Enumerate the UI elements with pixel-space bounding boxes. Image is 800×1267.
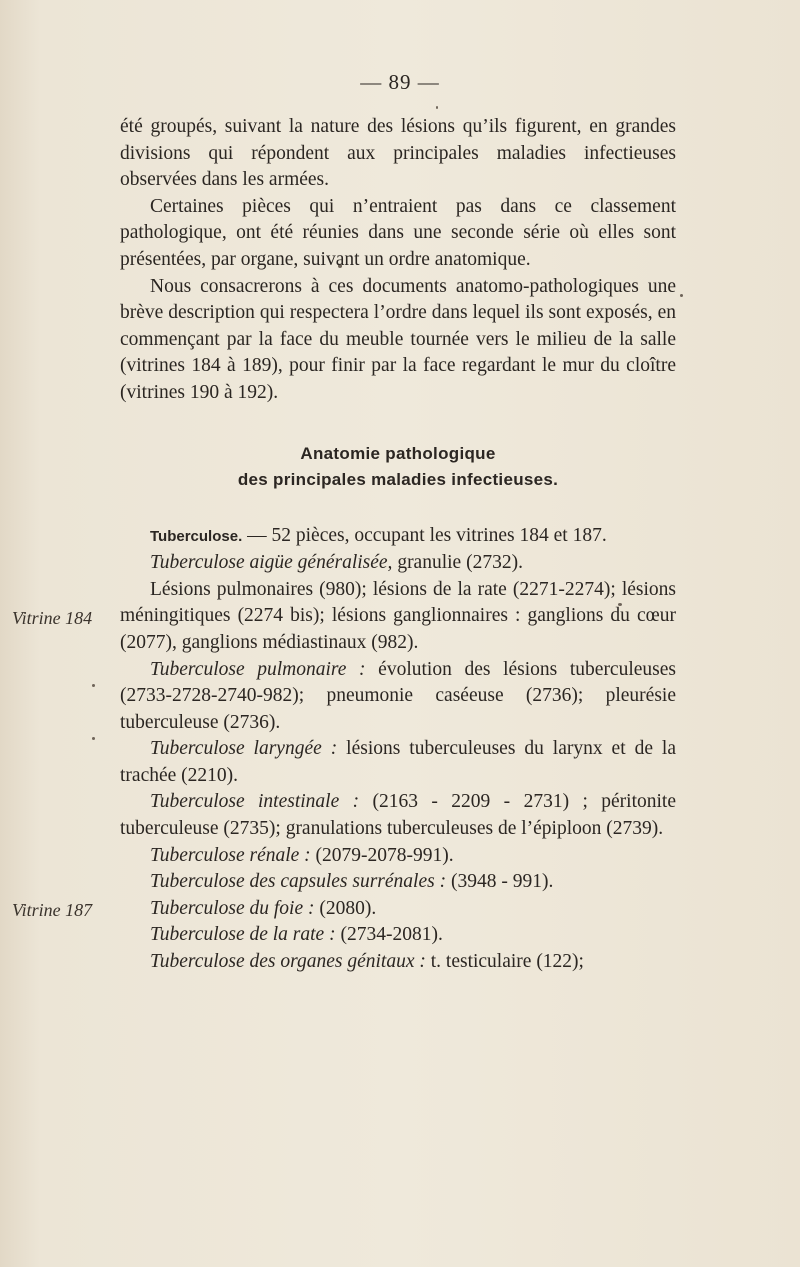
entry-tuberculose [120, 523, 676, 551]
entry-text: (2080). [314, 897, 377, 919]
paper-speck [680, 294, 683, 297]
paragraph: Nous consacrerons à ces documents anatomo-pathologiques une brève description qui respectera l’ordre dans lequel ils sont exposés, en commençant par la face du meuble tournée vers le milieu de la salle (vitrines 184 à 189), pour finir par la face regardant le mur du cloître (vitrines 190 à 192). [120, 275, 676, 403]
entry-surrenales [120, 869, 676, 896]
page-number: — 89 — [360, 70, 440, 94]
margin-note-vitrine-187: Vitrine 187 [12, 900, 93, 920]
entry-aigue [120, 550, 676, 577]
entry-intestinale [120, 789, 676, 842]
entry-text: évolution des lésions tuberculeuses (2733-2728-2740-982); pneumonie caséeuse (2736); pleurésie tuberculeuse (2736). [120, 658, 676, 733]
entry-lead: Tuberculose. [150, 527, 243, 545]
entry-rate [120, 922, 676, 949]
entry-text: — 52 pièces, occupant les vitrines 184 et 187. [242, 524, 607, 546]
entry-renale [120, 843, 676, 870]
entry-label: Tuberculose de la rate : [150, 924, 336, 946]
entry-text: t. testiculaire (122); [425, 951, 584, 973]
text-body [120, 114, 676, 976]
entry-text: granulie (2732). [392, 552, 523, 574]
entry-pulmonaire [120, 657, 676, 737]
paragraph: Certaines pièces qui n’entraient pas dans ce classement pathologique, ont été réunies dans une seconde série où elles sont présentées, par organe, suivant un ordre anatomique. [120, 195, 676, 270]
entry-label: Tuberculose aigüe généralisée, [150, 552, 393, 574]
section-heading [120, 441, 676, 493]
entry-lesions: Lésions pulmonaires (980); lésions de la rate (2271-2274); lésions méningitiques (2274 bis); lésions ganglionnaires : ganglions du cœur (2077), ganglions médiastinaux (982). [120, 578, 676, 653]
entry-laryngee [120, 736, 676, 789]
entry-label: Tuberculose laryngée : [150, 738, 338, 760]
heading-line-1: Anatomie pathologique [300, 443, 496, 463]
paper-speck [92, 684, 95, 687]
paper-speck [436, 106, 438, 109]
paper-speck [92, 737, 95, 740]
entry-genitaux [120, 949, 676, 976]
entry-foie [120, 896, 676, 923]
entry-label: Tuberculose des organes génitaux : [150, 951, 426, 973]
entry-label: Tuberculose rénale : [150, 844, 311, 866]
entry-text: lésions tuberculeuses du larynx et de la trachée (2210). [120, 738, 676, 786]
heading-line-2: des principales maladies infectieuses. [237, 469, 559, 489]
entry-text: (2079-2078-991). [310, 844, 454, 866]
entry-label: Tuberculose pulmonaire : [150, 658, 366, 680]
entry-label: Tuberculose du foie : [150, 897, 315, 919]
entry-label: Tuberculose des capsules surrénales : [150, 871, 447, 893]
entry-text: (2734-2081). [335, 924, 443, 946]
paragraph: été groupés, suivant la nature des lésions qu’ils figurent, en grandes divisions qui répondent aux principales maladies infectieuses observées dans les armées. [120, 116, 676, 191]
margin-note-vitrine-184: Vitrine 184 [12, 608, 93, 628]
entry-text: (2163 - 2209 - 2731) ; péritonite tuberculeuse (2735); granulations tuberculeuses de l’épiploon (2739). [120, 791, 676, 840]
entry-label: Tuberculose intestinale : [150, 791, 360, 813]
entry-text: (3948 - 991). [446, 871, 554, 893]
